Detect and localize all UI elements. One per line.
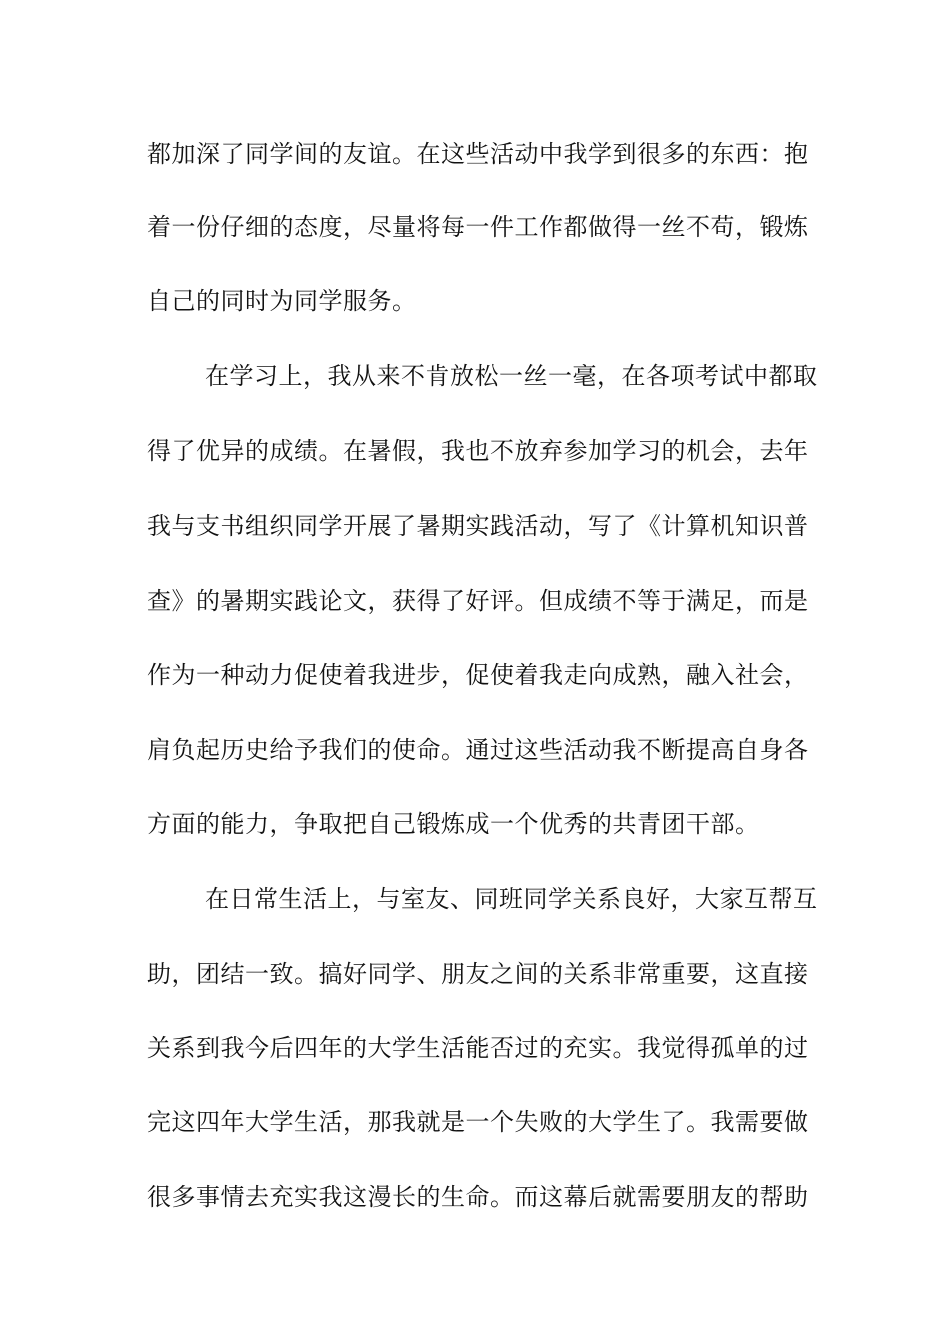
- text-line: 作为一种动力促使着我进步，促使着我走向成熟，融入社会，: [147, 661, 809, 689]
- text-line: 着一份仔细的态度，尽量将每一件工作都做得一丝不苟，锻炼: [147, 213, 809, 241]
- text-line: 在日常生活上，与室友、同班同学关系良好，大家互帮互: [205, 885, 818, 913]
- text-line: 完这四年大学生活，那我就是一个失败的大学生了。我需要做: [147, 1108, 809, 1136]
- text-line: 查》的暑期实践论文，获得了好评。但成绩不等于满足，而是: [147, 587, 809, 615]
- text-line: 在学习上，我从来不肯放松一丝一毫，在各项考试中都取: [205, 362, 818, 390]
- text-line: 得了优异的成绩。在暑假，我也不放弃参加学习的机会，去年: [147, 437, 809, 465]
- text-line: 都加深了同学间的友谊。在这些活动中我学到很多的东西：抱: [147, 140, 809, 168]
- text-line: 助，团结一致。搞好同学、朋友之间的关系非常重要，这直接: [147, 960, 809, 988]
- text-line: 肩负起历史给予我们的使命。通过这些活动我不断提高自身各: [147, 736, 809, 764]
- text-line: 很多事情去充实我这漫长的生命。而这幕后就需要朋友的帮助: [147, 1183, 809, 1211]
- text-line: 关系到我今后四年的大学生活能否过的充实。我觉得孤单的过: [147, 1034, 809, 1062]
- text-line: 我与支书组织同学开展了暑期实践活动，写了《计算机知识普: [147, 512, 809, 540]
- text-line: 自己的同时为同学服务。: [147, 287, 417, 315]
- text-line: 方面的能力，争取把自己锻炼成一个优秀的共青团干部。: [147, 810, 760, 838]
